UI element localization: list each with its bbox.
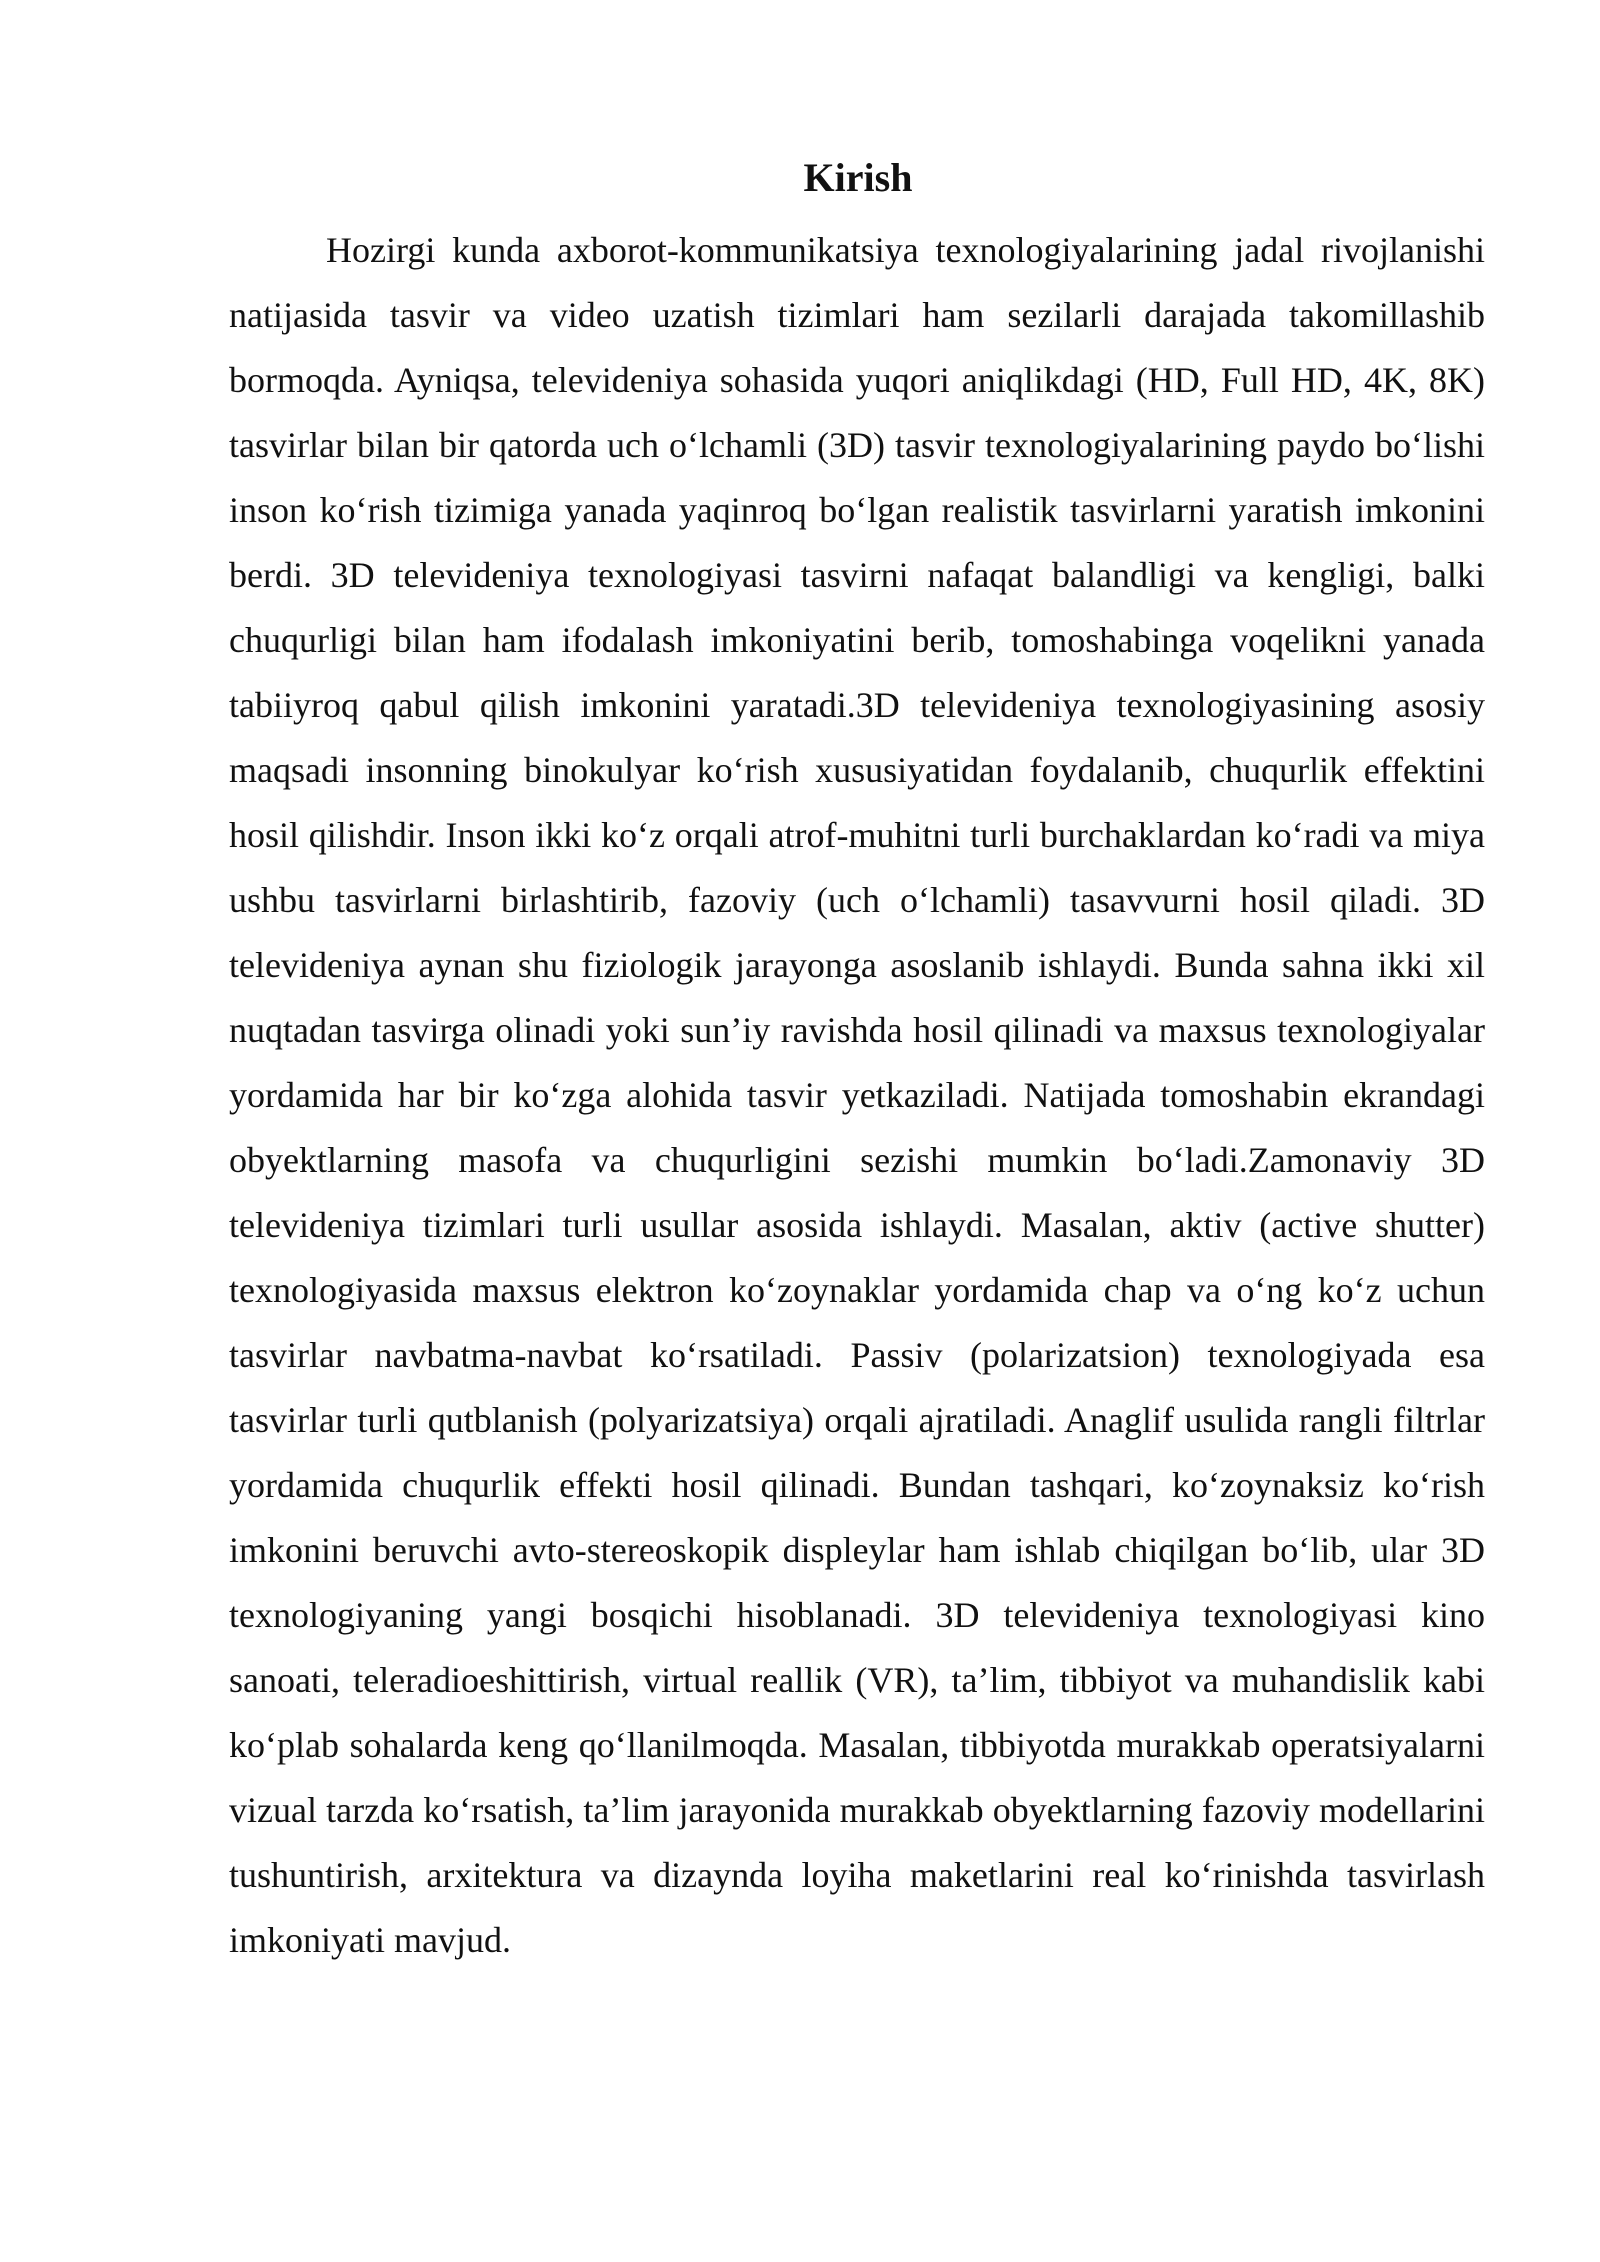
body-paragraph: Hozirgi kunda axborot-kommunikatsiya texnologiyalarining jadal rivojlanishi natijasida tasvir va video uzatish tizimlari ham sezilarli darajada takomillashib bormoqda. Ayniqsa, televideniya sohasida yuqori aniqlikdagi (HD, Full HD, 4K, 8K) tasvirlar bilan bir qatorda uch o‘lchamli (3D) tasvir texnologiyalarining paydo bo‘lishi inson ko‘rish tizimiga yanada yaqinroq bo‘lgan realistik tasvirlarni yaratish imkonini berdi. 3D televideniya texnologiyasi tasvirni nafaqat balandligi va kengligi, balki chuqurligi bilan ham ifodalash imkoniyatini berib, tomoshabinga voqelikni yanada tabiiyroq qabul qilish imkonini yaratadi.3D televideniya texnologiyasining asosiy maqsadi insonning binokulyar ko‘rish xususiyatidan foydalanib, chuqurlik effektini hosil qilishdir. Inson ikki ko‘z orqali atrof-muhitni turli burchaklardan ko‘radi va miya ushbu tasvirlarni birlashtirib, fazoviy (uch o‘lchamli) tasavvurni hosil qiladi. 3D televideniya aynan shu fiziologik jarayonga asoslanib ishlaydi. Bunda sahna ikki xil nuqtadan tasvirga olinadi yoki sun’iy ravishda hosil qilinadi va maxsus texnologiyalar yordamida har bir ko‘zga alohida tasvir yetkaziladi. Natijada tomoshabin ekrandagi obyektlarning masofa va chuqurligini sezishi mumkin bo‘ladi.Zamonaviy 3D televideniya tizimlari turli usullar asosida ishlaydi. Masalan, aktiv (active shutter) texnologiyasida maxsus elektron ko‘zoynaklar yordamida chap va o‘ng ko‘z uchun tasvirlar navbatma-navbat ko‘rsatiladi. Passiv (polarizatsion) texnologiyada esa tasvirlar turli qutblanish (polyarizatsiya) orqali ajratiladi. Anaglif usulida rangli filtrlar yordamida chuqurlik effekti hosil qilinadi. Bundan tashqari, ko‘zoynaksiz ko‘rish imkonini beruvchi avto-stereoskopik displeylar ham ishlab chiqilgan bo‘lib, ular 3D texnologiyaning yangi bosqichi hisoblanadi. 3D televideniya texnologiyasi kino sanoati, teleradioeshittirish, virtual reallik (VR), ta’lim, tibbiyot va muhandislik kabi ko‘plab sohalarda keng qo‘llanilmoqda. Masalan, tibbiyotda murakkab operatsiyalarni vizual tarzda ko‘rsatish, ta’lim jarayonida murakkab obyektlarning fazoviy modellarini tushuntirish, arxitektura va dizaynda loyiha maketlarini real ko‘rinishda tasvirlash imkoniyati mavjud. <box>229 230 1485 1960</box>
page-title: Kirish <box>803 155 913 200</box>
